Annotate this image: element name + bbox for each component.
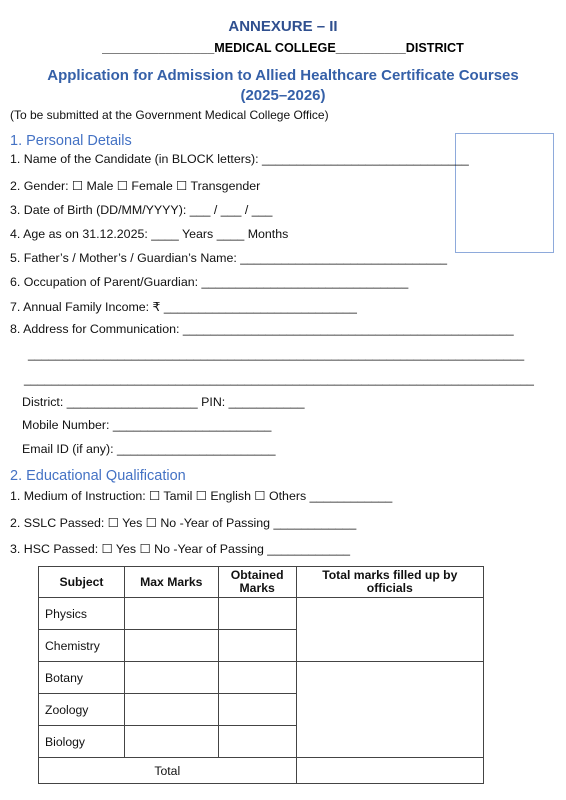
header-subject: Subject (39, 567, 125, 598)
subject-biology: Biology (39, 726, 125, 758)
max-marks-cell[interactable] (124, 630, 218, 662)
field-address-line3[interactable]: __________________________________________________________________________ (24, 372, 534, 386)
submission-note: (To be submitted at the Government Medical College Office) (10, 108, 329, 122)
field-candidate-name[interactable]: 1. Name of the Candidate (in BLOCK letters): ______________________________ (10, 152, 469, 166)
official-total-cell[interactable] (296, 662, 483, 758)
total-label: Total (39, 758, 297, 784)
subject-zoology: Zoology (39, 694, 125, 726)
official-grand-total-cell[interactable] (296, 758, 483, 784)
section-educational-qualification: 2. Educational Qualification (10, 468, 186, 484)
form-title-line1: Application for Admission to Allied Healthcare Certificate Courses (47, 67, 519, 84)
field-hsc[interactable]: 3. HSC Passed: ☐ Yes ☐ No -Year of Passing ____________ (10, 542, 351, 556)
table-row-total (39, 758, 484, 784)
form-title (0, 66, 566, 106)
max-marks-cell[interactable] (124, 598, 218, 630)
table-row (39, 598, 484, 630)
field-medium-of-instruction[interactable]: 1. Medium of Instruction: ☐ Tamil ☐ English ☐ Others ____________ (10, 489, 393, 503)
field-date-of-birth[interactable]: 3. Date of Birth (DD/MM/YYYY): ___ / ___ / ___ (10, 203, 273, 217)
field-parent-occupation[interactable]: 6. Occupation of Parent/Guardian: ______________________________ (10, 275, 409, 289)
obtained-marks-cell[interactable] (218, 694, 296, 726)
obtained-marks-cell[interactable] (218, 662, 296, 694)
obtained-marks-cell[interactable] (218, 726, 296, 758)
photo-box (455, 133, 554, 253)
college-district-line: ________________MEDICAL COLLEGE__________DISTRICT (102, 41, 464, 55)
subject-physics: Physics (39, 598, 125, 630)
section-personal-details: 1. Personal Details (10, 133, 132, 149)
marks-table (38, 566, 484, 784)
obtained-marks-cell[interactable] (218, 630, 296, 662)
field-address[interactable]: 8. Address for Communication: ________________________________________________ (10, 322, 514, 336)
max-marks-cell[interactable] (124, 694, 218, 726)
field-age[interactable]: 4. Age as on 31.12.2025: ____ Years ____ Months (10, 227, 289, 241)
annexure-heading: ANNEXURE – II (228, 18, 338, 35)
subject-botany: Botany (39, 662, 125, 694)
form-title-year: (2025–2026) (240, 87, 326, 104)
marks-table-header-row (39, 567, 484, 598)
field-sslc[interactable]: 2. SSLC Passed: ☐ Yes ☐ No -Year of Passing ____________ (10, 516, 357, 530)
field-gender[interactable]: 2. Gender: ☐ Male ☐ Female ☐ Transgender (10, 179, 261, 193)
field-mobile[interactable]: Mobile Number: _______________________ (22, 418, 272, 432)
field-email[interactable]: Email ID (if any): _______________________ (22, 442, 276, 456)
header-obtained-marks: Obtained Marks (218, 567, 296, 598)
field-family-income[interactable]: 7. Annual Family Income: ₹ ____________________________ (10, 300, 357, 314)
table-row (39, 662, 484, 694)
header-official-total: Total marks filled up by officials (296, 567, 483, 598)
field-parent-name[interactable]: 5. Father’s / Mother’s / Guardian’s Name: ______________________________ (10, 251, 447, 265)
header-max-marks: Max Marks (124, 567, 218, 598)
field-district-pin[interactable]: District: ___________________ PIN: ___________ (22, 395, 305, 409)
official-total-cell[interactable] (296, 598, 483, 662)
obtained-marks-cell[interactable] (218, 598, 296, 630)
subject-chemistry: Chemistry (39, 630, 125, 662)
max-marks-cell[interactable] (124, 662, 218, 694)
field-address-line2[interactable]: ________________________________________________________________________ (28, 347, 525, 361)
max-marks-cell[interactable] (124, 726, 218, 758)
